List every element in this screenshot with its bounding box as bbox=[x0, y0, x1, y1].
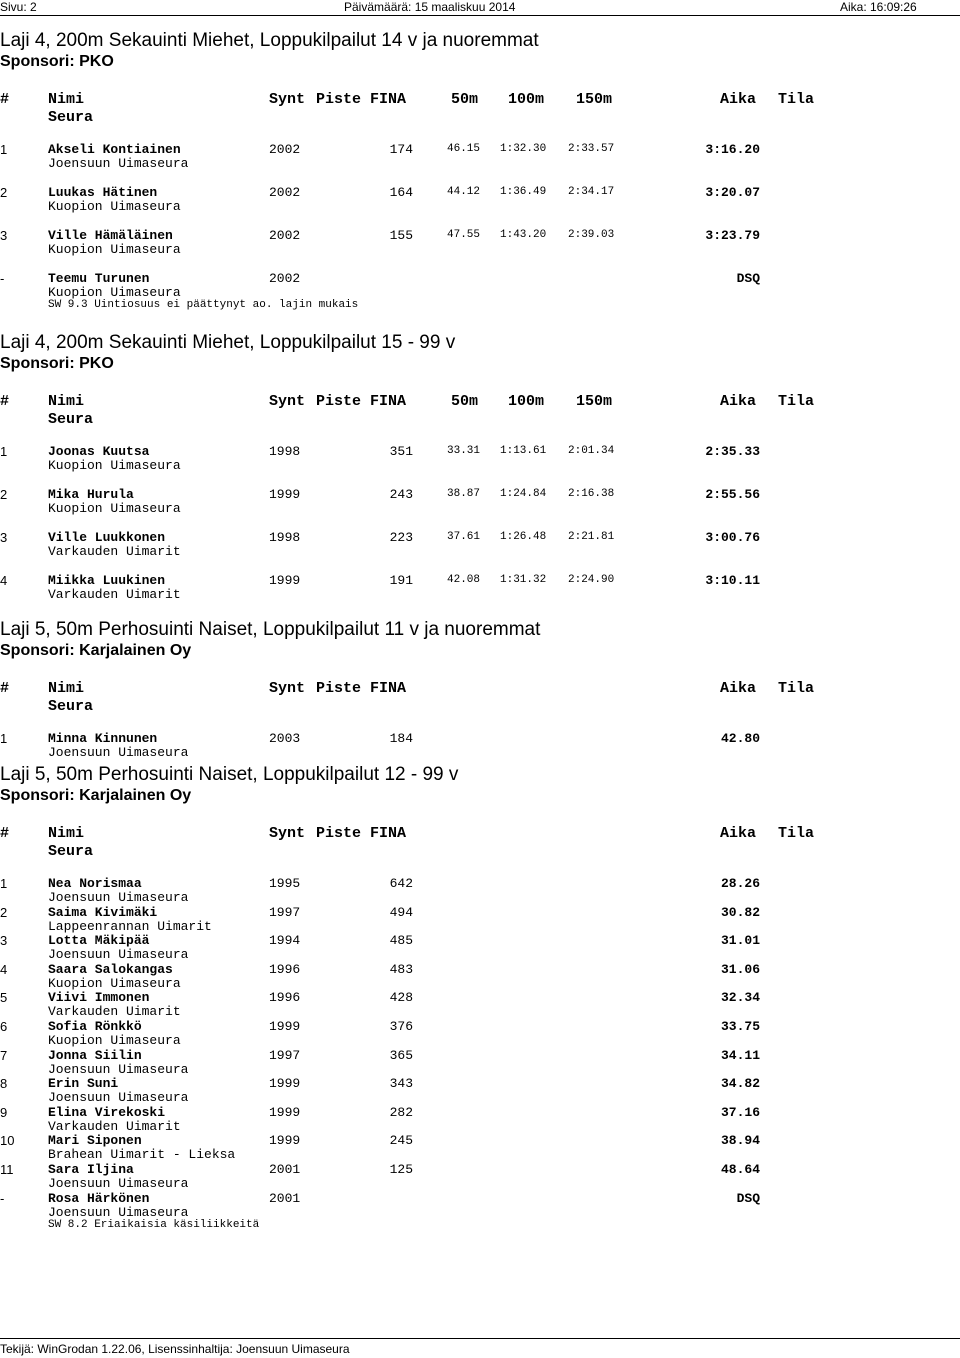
birth-year: 2001 bbox=[269, 1162, 301, 1177]
birth-year: 1999 bbox=[269, 1133, 301, 1148]
birth-year: 2001 bbox=[269, 1191, 301, 1206]
column-header-row bbox=[0, 825, 960, 865]
result-rank: 10 bbox=[0, 1133, 15, 1148]
swimmer-club: Varkauden Uimarit bbox=[48, 1004, 181, 1019]
column-split-150: 150m bbox=[576, 91, 613, 108]
final-time: 48.64 bbox=[720, 1162, 760, 1177]
swimmer-club: Joensuun Uimaseura bbox=[48, 1205, 189, 1220]
column-rank: # bbox=[0, 825, 10, 842]
birth-year: 1999 bbox=[269, 1019, 301, 1034]
fina-points: 223 bbox=[389, 530, 413, 545]
swimmer-club: Kuopion Uimaseura bbox=[48, 199, 181, 214]
split-150: 2:21.81 bbox=[568, 531, 615, 543]
fina-points: 125 bbox=[389, 1162, 413, 1177]
column-header-row bbox=[0, 393, 960, 433]
swimmer-name: Rosa Härkönen bbox=[48, 1191, 150, 1206]
birth-year: 1998 bbox=[269, 444, 301, 459]
result-rank: 2 bbox=[0, 487, 8, 502]
swimmer-name: Jonna Siilin bbox=[48, 1048, 142, 1063]
split-50: 38.87 bbox=[447, 488, 481, 500]
footer-rule bbox=[0, 1338, 960, 1339]
swimmer-name: Saara Salokangas bbox=[48, 962, 173, 977]
swimmer-name: Nea Norismaa bbox=[48, 876, 142, 891]
swimmer-club: Joensuun Uimaseura bbox=[48, 947, 189, 962]
swimmer-name: Joonas Kuutsa bbox=[48, 444, 150, 459]
fina-points: 155 bbox=[389, 228, 413, 243]
event-sponsor: Sponsori: Karjalainen Oy bbox=[0, 642, 192, 659]
split-150: 2:16.38 bbox=[568, 488, 615, 500]
swimmer-club: Varkauden Uimarit bbox=[48, 544, 181, 559]
column-name: Nimi bbox=[48, 91, 85, 108]
swimmer-club: Kuopion Uimaseura bbox=[48, 285, 181, 300]
birth-year: 2002 bbox=[269, 185, 301, 200]
fina-points: 642 bbox=[389, 876, 413, 891]
final-time: 34.11 bbox=[720, 1048, 760, 1063]
result-rank: 6 bbox=[0, 1019, 8, 1034]
column-fina-points: Piste FINA bbox=[316, 91, 407, 108]
event-sponsor: Sponsori: Karjalainen Oy bbox=[0, 787, 192, 804]
fina-points: 245 bbox=[389, 1133, 413, 1148]
swimmer-name: Saima Kivimäki bbox=[48, 905, 158, 920]
final-time: DSQ bbox=[736, 271, 760, 286]
birth-year: 1999 bbox=[269, 1076, 301, 1091]
swimmer-name: Viivi Immonen bbox=[48, 990, 150, 1005]
fina-points: 343 bbox=[389, 1076, 413, 1091]
column-rank: # bbox=[0, 393, 10, 410]
column-club: Seura bbox=[48, 698, 94, 715]
column-status: Tila bbox=[778, 91, 815, 108]
event-sponsor: Sponsori: PKO bbox=[0, 355, 114, 372]
result-rank: 8 bbox=[0, 1076, 8, 1091]
result-rank: 1 bbox=[0, 142, 8, 157]
result-row bbox=[0, 933, 960, 965]
report-time: Aika: 16:09:26 bbox=[840, 0, 917, 14]
header-rule bbox=[0, 15, 960, 16]
column-header-row bbox=[0, 680, 960, 720]
result-row bbox=[0, 271, 960, 311]
result-row bbox=[0, 185, 960, 217]
result-rank: 3 bbox=[0, 228, 8, 243]
column-fina-points: Piste FINA bbox=[316, 825, 407, 842]
fina-points: 164 bbox=[389, 185, 413, 200]
swimmer-club: Joensuun Uimaseura bbox=[48, 1062, 189, 1077]
column-split-100: 100m bbox=[508, 91, 545, 108]
swimmer-name: Mari Siponen bbox=[48, 1133, 142, 1148]
fina-points: 365 bbox=[389, 1048, 413, 1063]
swimmer-club: Varkauden Uimarit bbox=[48, 1119, 181, 1134]
result-rank: 5 bbox=[0, 990, 8, 1005]
birth-year: 1997 bbox=[269, 1048, 301, 1063]
birth-year: 1999 bbox=[269, 487, 301, 502]
swimmer-name: Erin Suni bbox=[48, 1076, 119, 1091]
column-status: Tila bbox=[778, 393, 815, 410]
split-50: 37.61 bbox=[447, 531, 481, 543]
final-time: 3:16.20 bbox=[705, 142, 760, 157]
result-rank: 2 bbox=[0, 905, 8, 920]
final-time: 31.06 bbox=[720, 962, 760, 977]
split-150: 2:01.34 bbox=[568, 445, 615, 457]
swimmer-club: Kuopion Uimaseura bbox=[48, 458, 181, 473]
fina-points: 191 bbox=[389, 573, 413, 588]
fina-points: 494 bbox=[389, 905, 413, 920]
result-rank: 3 bbox=[0, 933, 8, 948]
swimmer-club: Lappeenrannan Uimarit bbox=[48, 919, 212, 934]
column-name: Nimi bbox=[48, 680, 85, 697]
split-100: 1:24.84 bbox=[500, 488, 547, 500]
swimmer-name: Miikka Luukinen bbox=[48, 573, 166, 588]
result-row bbox=[0, 142, 960, 174]
birth-year: 1996 bbox=[269, 962, 301, 977]
birth-year: 1999 bbox=[269, 573, 301, 588]
swimmer-club: Joensuun Uimaseura bbox=[48, 1176, 189, 1191]
column-fina-points: Piste FINA bbox=[316, 393, 407, 410]
swimmer-club: Joensuun Uimaseura bbox=[48, 890, 189, 905]
fina-points: 282 bbox=[389, 1105, 413, 1120]
split-50: 42.08 bbox=[447, 574, 481, 586]
page-header bbox=[0, 0, 960, 14]
column-birth-year: Synt bbox=[269, 393, 306, 410]
result-row bbox=[0, 228, 960, 260]
column-fina-points: Piste FINA bbox=[316, 680, 407, 697]
result-row bbox=[0, 1133, 960, 1165]
fina-points: 351 bbox=[389, 444, 413, 459]
result-row bbox=[0, 876, 960, 908]
final-time: 33.75 bbox=[720, 1019, 760, 1034]
swimmer-name: Teemu Turunen bbox=[48, 271, 150, 286]
swimmer-name: Sara Iljina bbox=[48, 1162, 134, 1177]
fina-points: 485 bbox=[389, 933, 413, 948]
column-status: Tila bbox=[778, 680, 815, 697]
split-100: 1:36.49 bbox=[500, 186, 547, 198]
result-row bbox=[0, 1076, 960, 1108]
result-rank: - bbox=[0, 271, 5, 286]
final-time: DSQ bbox=[736, 1191, 760, 1206]
birth-year: 2002 bbox=[269, 271, 301, 286]
split-50: 33.31 bbox=[447, 445, 481, 457]
split-150: 2:39.03 bbox=[568, 229, 615, 241]
birth-year: 1999 bbox=[269, 1105, 301, 1120]
final-time: 42.80 bbox=[720, 731, 760, 746]
result-row bbox=[0, 990, 960, 1022]
result-row bbox=[0, 573, 960, 605]
final-time: 34.82 bbox=[720, 1076, 760, 1091]
birth-year: 1995 bbox=[269, 876, 301, 891]
birth-year: 2003 bbox=[269, 731, 301, 746]
fina-points: 428 bbox=[389, 990, 413, 1005]
swimmer-name: Minna Kinnunen bbox=[48, 731, 158, 746]
result-rank: 1 bbox=[0, 876, 8, 891]
column-birth-year: Synt bbox=[269, 91, 306, 108]
column-split-50: 50m bbox=[451, 393, 479, 410]
column-time: Aika bbox=[720, 91, 757, 108]
result-rank: 7 bbox=[0, 1048, 8, 1063]
event-title: Laji 5, 50m Perhosuinti Naiset, Loppukilpailut 12 - 99 v bbox=[0, 764, 459, 785]
birth-year: 1996 bbox=[269, 990, 301, 1005]
fina-points: 243 bbox=[389, 487, 413, 502]
column-time: Aika bbox=[720, 825, 757, 842]
column-name: Nimi bbox=[48, 825, 85, 842]
swimmer-name: Lotta Mäkipää bbox=[48, 933, 150, 948]
swimmer-club: Brahean Uimarit - Lieksa bbox=[48, 1147, 236, 1162]
result-row bbox=[0, 444, 960, 476]
result-rank: 4 bbox=[0, 962, 8, 977]
swimmer-name: Ville Hämäläinen bbox=[48, 228, 173, 243]
result-row bbox=[0, 731, 960, 763]
split-100: 1:31.32 bbox=[500, 574, 547, 586]
page-number: Sivu: 2 bbox=[0, 0, 37, 14]
result-row bbox=[0, 530, 960, 562]
column-birth-year: Synt bbox=[269, 825, 306, 842]
swimmer-name: Ville Luukkonen bbox=[48, 530, 166, 545]
event-title: Laji 4, 200m Sekauinti Miehet, Loppukilpailut 14 v ja nuoremmat bbox=[0, 30, 539, 51]
swimmer-name: Akseli Kontiainen bbox=[48, 142, 181, 157]
split-100: 1:32.30 bbox=[500, 143, 547, 155]
swimmer-club: Kuopion Uimaseura bbox=[48, 242, 181, 257]
column-time: Aika bbox=[720, 393, 757, 410]
final-time: 3:23.79 bbox=[705, 228, 760, 243]
result-row bbox=[0, 1162, 960, 1194]
swimmer-club: Kuopion Uimaseura bbox=[48, 501, 181, 516]
swimmer-club: Joensuun Uimaseura bbox=[48, 156, 189, 171]
swimmer-name: Sofia Rönkkö bbox=[48, 1019, 142, 1034]
final-time: 2:35.33 bbox=[705, 444, 760, 459]
split-150: 2:34.17 bbox=[568, 186, 615, 198]
fina-points: 184 bbox=[389, 731, 413, 746]
swimmer-name: Elina Virekoski bbox=[48, 1105, 166, 1120]
result-rank: 3 bbox=[0, 530, 8, 545]
event-sponsor: Sponsori: PKO bbox=[0, 53, 114, 70]
final-time: 38.94 bbox=[720, 1133, 760, 1148]
final-time: 28.26 bbox=[720, 876, 760, 891]
final-time: 37.16 bbox=[720, 1105, 760, 1120]
column-split-50: 50m bbox=[451, 91, 479, 108]
split-150: 2:33.57 bbox=[568, 143, 615, 155]
disqualification-note: SW 9.3 Uintiosuus ei päättynyt ao. lajin mukais bbox=[48, 299, 359, 311]
column-split-150: 150m bbox=[576, 393, 613, 410]
birth-year: 1994 bbox=[269, 933, 301, 948]
final-time: 3:10.11 bbox=[705, 573, 760, 588]
split-50: 47.55 bbox=[447, 229, 481, 241]
result-row bbox=[0, 1019, 960, 1051]
result-rank: 1 bbox=[0, 731, 8, 746]
swimmer-club: Joensuun Uimaseura bbox=[48, 1090, 189, 1105]
column-time: Aika bbox=[720, 680, 757, 697]
birth-year: 2002 bbox=[269, 228, 301, 243]
result-rank: 4 bbox=[0, 573, 8, 588]
result-rank: 11 bbox=[0, 1162, 14, 1177]
column-rank: # bbox=[0, 680, 10, 697]
swimmer-club: Varkauden Uimarit bbox=[48, 587, 181, 602]
column-birth-year: Synt bbox=[269, 680, 306, 697]
swimmer-club: Kuopion Uimaseura bbox=[48, 976, 181, 991]
swimmer-name: Mika Hurula bbox=[48, 487, 134, 502]
result-rank: - bbox=[0, 1191, 5, 1206]
result-row bbox=[0, 487, 960, 519]
split-150: 2:24.90 bbox=[568, 574, 615, 586]
column-rank: # bbox=[0, 91, 10, 108]
swimmer-club: Joensuun Uimaseura bbox=[48, 745, 189, 760]
final-time: 3:20.07 bbox=[705, 185, 760, 200]
column-club: Seura bbox=[48, 109, 94, 126]
column-club: Seura bbox=[48, 411, 94, 428]
split-50: 44.12 bbox=[447, 186, 481, 198]
final-time: 2:55.56 bbox=[705, 487, 760, 502]
split-100: 1:43.20 bbox=[500, 229, 547, 241]
split-50: 46.15 bbox=[447, 143, 481, 155]
final-time: 30.82 bbox=[720, 905, 760, 920]
disqualification-note: SW 8.2 Eriaikaisia käsiliikkeitä bbox=[48, 1219, 260, 1231]
final-time: 31.01 bbox=[720, 933, 760, 948]
final-time: 32.34 bbox=[720, 990, 760, 1005]
birth-year: 1998 bbox=[269, 530, 301, 545]
result-rank: 1 bbox=[0, 444, 8, 459]
column-status: Tila bbox=[778, 825, 815, 842]
birth-year: 1997 bbox=[269, 905, 301, 920]
column-club: Seura bbox=[48, 843, 94, 860]
event-title: Laji 4, 200m Sekauinti Miehet, Loppukilpailut 15 - 99 v bbox=[0, 332, 456, 353]
result-rank: 9 bbox=[0, 1105, 8, 1120]
fina-points: 483 bbox=[389, 962, 413, 977]
column-name: Nimi bbox=[48, 393, 85, 410]
report-date: Päivämäärä: 15 maaliskuu 2014 bbox=[344, 0, 516, 14]
swimmer-club: Kuopion Uimaseura bbox=[48, 1033, 181, 1048]
birth-year: 2002 bbox=[269, 142, 301, 157]
fina-points: 174 bbox=[389, 142, 413, 157]
split-100: 1:26.48 bbox=[500, 531, 547, 543]
swimmer-name: Luukas Hätinen bbox=[48, 185, 158, 200]
split-100: 1:13.61 bbox=[500, 445, 547, 457]
column-header-row bbox=[0, 91, 960, 131]
column-split-100: 100m bbox=[508, 393, 545, 410]
fina-points: 376 bbox=[389, 1019, 413, 1034]
result-row bbox=[0, 1191, 960, 1231]
event-title: Laji 5, 50m Perhosuinti Naiset, Loppukilpailut 11 v ja nuoremmat bbox=[0, 619, 541, 640]
footer-text: Tekijä: WinGrodan 1.22.06, Lisenssinhaltija: Joensuun Uimaseura bbox=[0, 1342, 350, 1356]
final-time: 3:00.76 bbox=[705, 530, 760, 545]
result-rank: 2 bbox=[0, 185, 8, 200]
